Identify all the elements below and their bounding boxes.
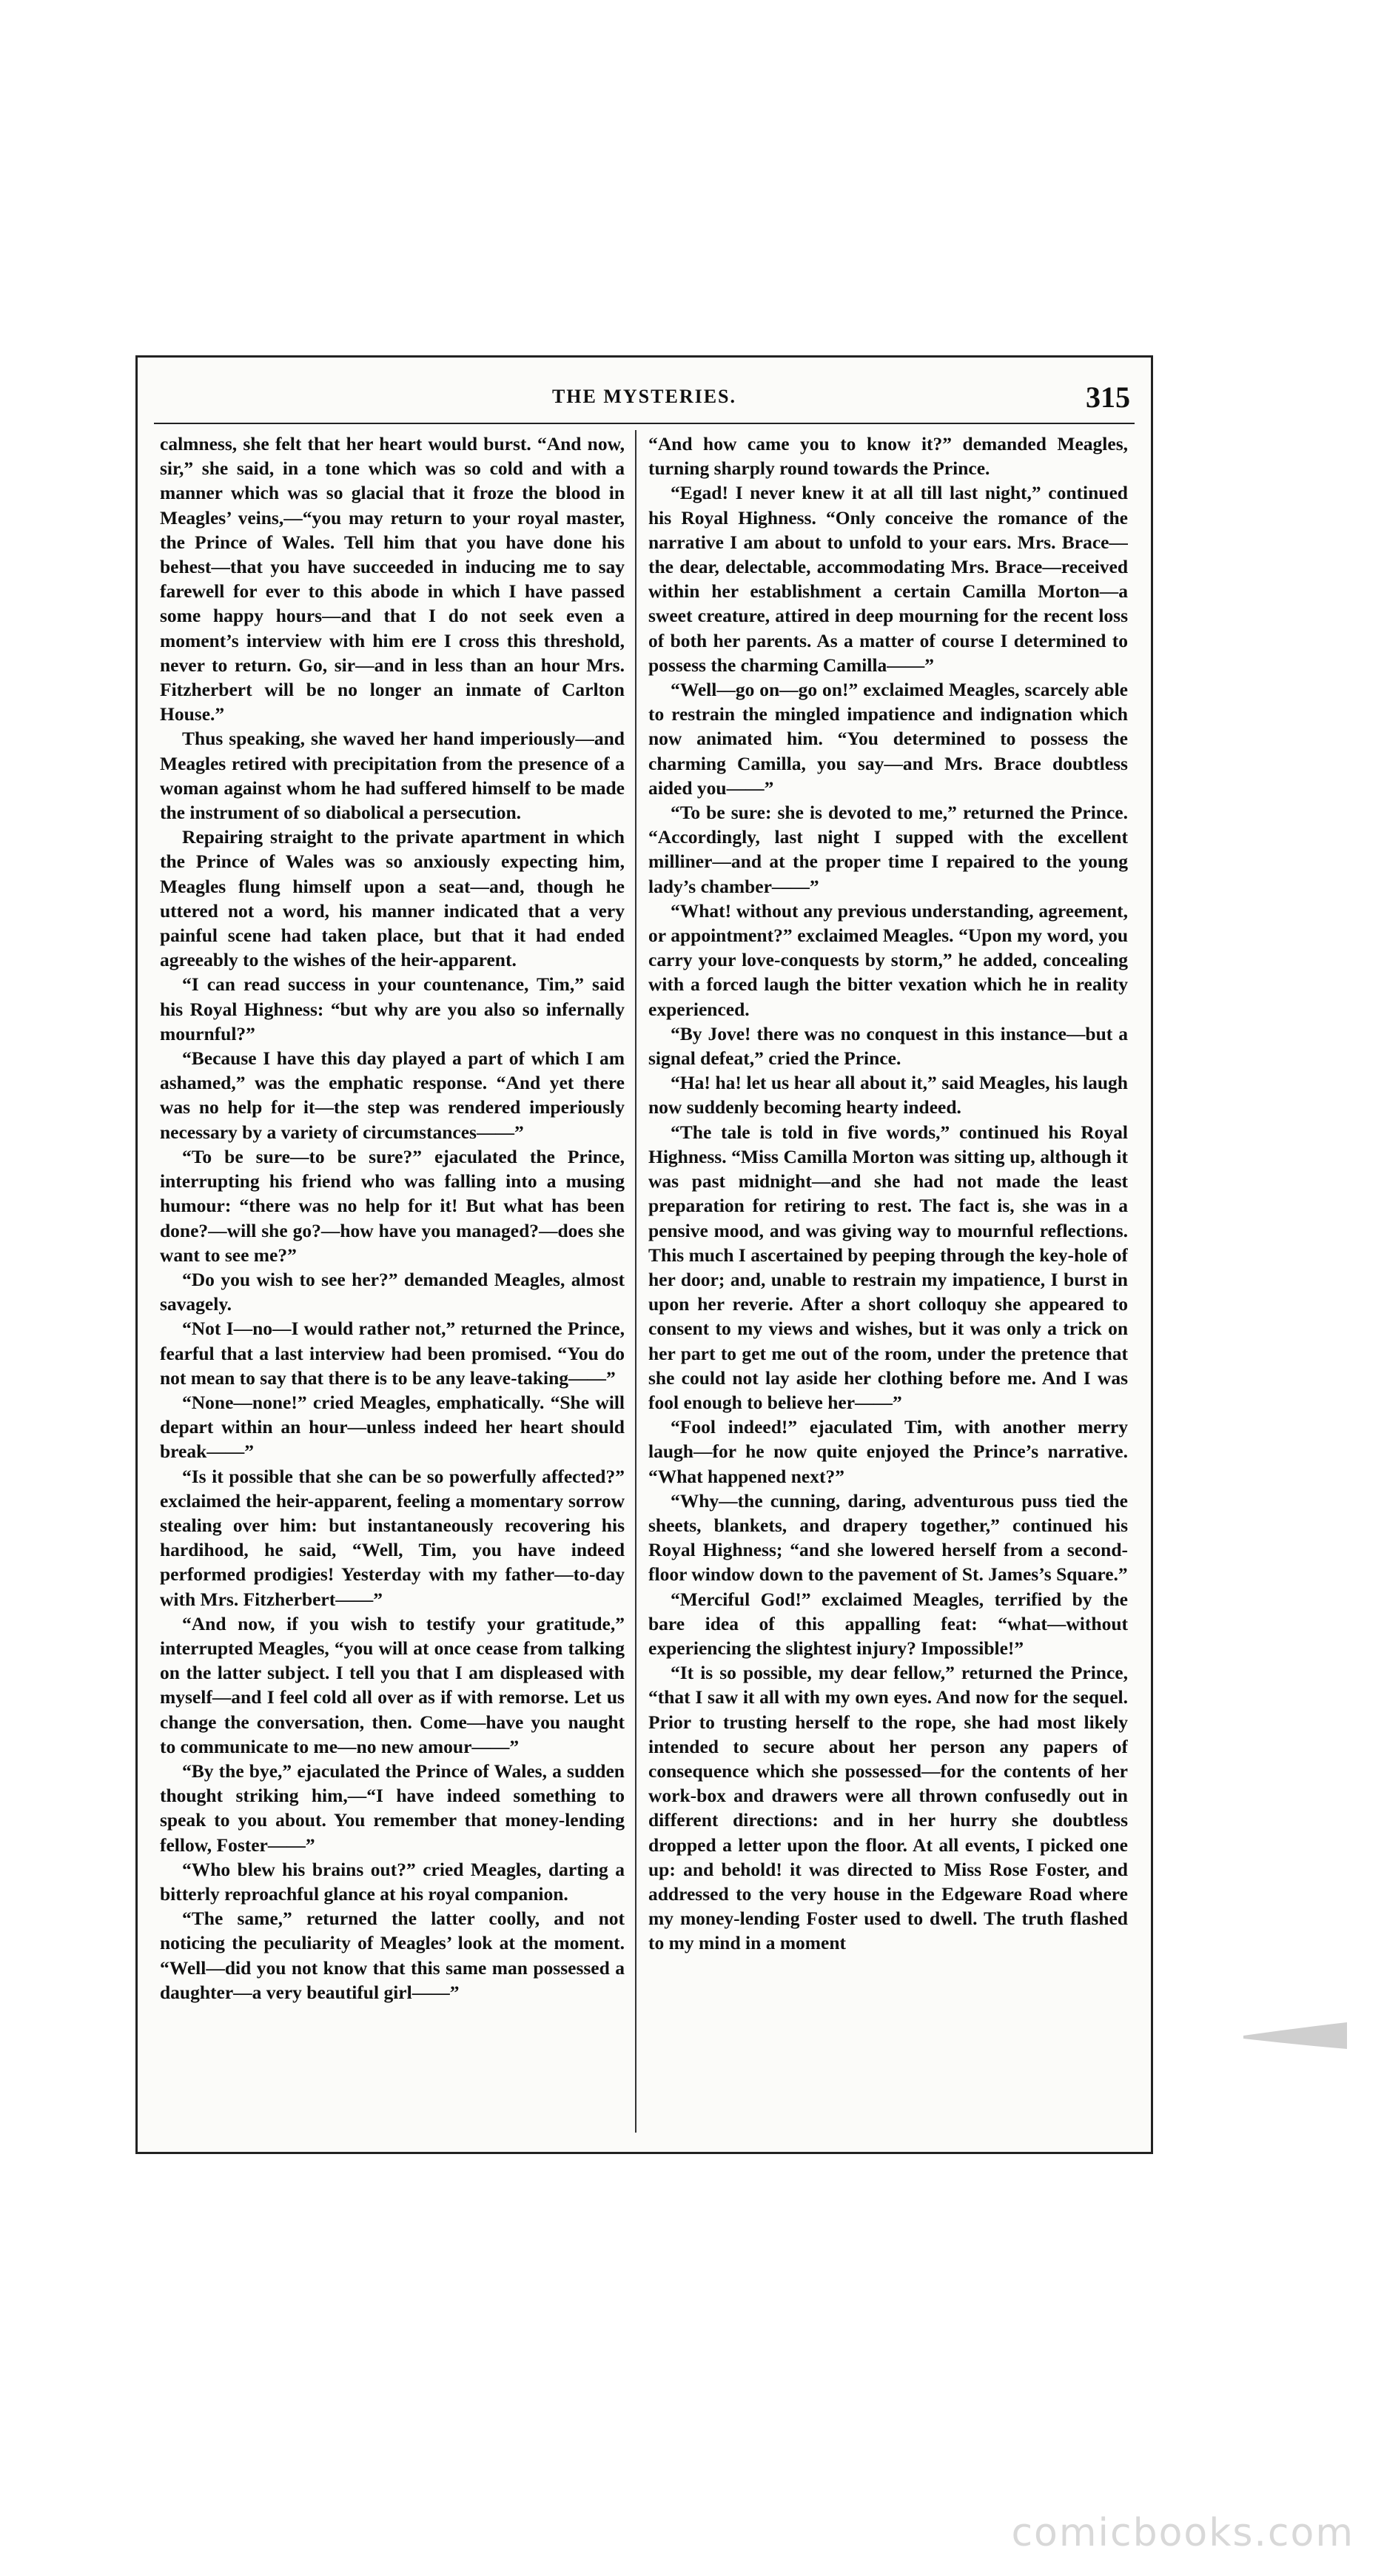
column-divider — [635, 430, 636, 2133]
page-edge-shadow — [1243, 2021, 1347, 2050]
running-title: THE MYSTERIES. — [551, 386, 737, 407]
book-page — [135, 355, 1153, 2154]
paragraph: “What! without any previous understanding, agreement, or appointment?” exclaimed Meagles. “Upon my word, you carry your love-conquests by storm,” he added, concealing with a forced laugh the bitter vexation which he in reality experienced. — [648, 899, 1128, 1020]
paragraph: “And how came you to know it?” demanded Meagles, turning sharply round towards the Prince. — [648, 433, 1128, 480]
paragraph: “Merciful God!” exclaimed Meagles, terrified by the bare idea of this appalling feat: “what—without experiencing the slightest injury? Impossible!” — [648, 1588, 1128, 1659]
paragraph: “By Jove! there was no conquest in this instance—but a signal defeat,” cried the Prince. — [648, 1022, 1128, 1070]
paragraph: “It is so possible, my dear fellow,” returned the Prince, “that I saw it all with my own eyes. And now for the sequel. Prior to trusting herself to the rope, she had most likely intended to secure about her person any papers of consequence which she possessed—for the contents of her work-box and drawers were all thrown confusedly out in different directions: and in her hurry she doubtless dropped a letter upon the floor. At all events, I picked one up: and behold! it was directed to Miss Rose Foster, and addressed to the very house in the Edgeware Road where my money-lending Foster used to dwell. The truth flashed to my mind in a moment — [648, 1662, 1128, 1954]
left-column — [160, 432, 625, 2130]
paragraph: “Is it possible that she can be so powerfully affected?” exclaimed the heir-apparent, feeling a momentary sorrow stealing over him: but instantaneously recovering his hardihood, he said, “Well, Tim, you have indeed performed prodigies! Yesterday with my father—to-day with Mrs. Fitzherbert——” — [160, 1465, 625, 1610]
running-head — [138, 380, 1151, 417]
paragraph: Repairing straight to the private apartment in which the Prince of Wales was so anxiously expecting him, Meagles flung himself upon a seat—and, though he uttered not a word, his manner indicated that a very painful scene had taken place, but that it had ended agreeably to the wishes of the heir-apparent. — [160, 826, 625, 971]
paragraph: “By the bye,” ejaculated the Prince of Wales, a sudden thought striking him,—“I have indeed something to speak to you about. You remember that money-lending fellow, Foster——” — [160, 1760, 625, 1856]
paragraph: “Ha! ha! let us hear all about it,” said Meagles, his laugh now suddenly becoming hearty indeed. — [648, 1072, 1128, 1118]
paragraph: Thus speaking, she waved her hand imperiously—and Meagles retired with precipitation from the presence of a woman against whom he had suffered himself to be made the instrument of so diabolical a persecution. — [160, 728, 625, 824]
paragraph: “And now, if you wish to testify your gratitude,” interrupted Meagles, “you will at once cease from talking on the latter subject. I tell you that I am displeased with myself—and I feel cold all over as if with remorse. Let us change the conversation, then. Come—have you naught to communicate to me—no new amour——” — [160, 1612, 625, 1757]
paragraph: “Why—the cunning, daring, adventurous puss tied the sheets, blankets, and drapery together,” continued his Royal Highness; “and she lowered herself from a second-floor window down to the pavement of St. James’s Square.” — [648, 1489, 1128, 1586]
paragraph: “The tale is told in five words,” continued his Royal Highness. “Miss Camilla Morton was sitting up, although it was past midnight—and she had not made the least preparation for retiring to rest. The fact is, she was in a pensive mood, and was giving way to mournful reflections. This much I ascertained by peeping through the key-hole of her door; and, unable to restrain my impatience, I burst in upon her reverie. After a short colloquy she appeared to consent to my views and wishes, but it was only a trick on her part to get me out of the room, under the pretence that she could not lay aside her clothing before me. And I was fool enough to believe her——” — [648, 1121, 1128, 1413]
paragraph: “I can read success in your countenance, Tim,” said his Royal Highness: “but why are you also so infernally mournful?” — [160, 973, 625, 1044]
paragraph: “Do you wish to see her?” demanded Meagles, almost savagely. — [160, 1268, 625, 1315]
paragraph: “Because I have this day played a part of which I am ashamed,” was the emphatic response. “And yet there was no help for it—the step was rendered imperiously necessary by a variety of circumstances——” — [160, 1047, 625, 1143]
paragraph: “To be sure—to be sure?” ejaculated the Prince, interrupting his friend who was falling into a musing humour: “there was no help for it! But what has been done?—will she go?—how have you managed?—does she want to see me?” — [160, 1145, 625, 1266]
paragraph: “Well—go on—go on!” exclaimed Meagles, scarcely able to restrain the mingled impatience and indignation which now animated him. “You determined to possess the charming Camilla, you say—and Mrs. Brace doubtless aided you——” — [648, 679, 1128, 799]
page-number: 315 — [1086, 380, 1130, 414]
paragraph: “Egad! I never knew it at all till last night,” continued his Royal Highness. “Only conceive the romance of the narrative I am about to unfold to your ears. Mrs. Brace—the dear, delectable, accommodating Mrs. Brace—received within her establishment a certain Camilla Morton—a sweet creature, attired in deep mourning for the recent loss of both her parents. As a matter of course I determined to possess the charming Camilla——” — [648, 482, 1128, 676]
paragraph: “Who blew his brains out?” cried Meagles, darting a bitterly reproachful glance at his royal companion. — [160, 1858, 625, 1905]
paragraph: calmness, she felt that her heart would burst. “And now, sir,” she said, in a tone which was so cold and with a manner which was so glacial that it froze the blood in Meagles’ veins,—“you may return to your royal master, the Prince of Wales. Tell him that you have done his behest—that you have succeeded in inducing me to say farewell for ever to this abode in which I have passed some happy hours—and that I do not seek even a moment’s interview with him ere I cross this threshold, never to return. Go, sir—and in less than an hour Mrs. Fitzherbert will be no longer an inmate of Carlton House.” — [160, 433, 625, 725]
paragraph: “Fool indeed!” ejaculated Tim, with another merry laugh—for he now quite enjoyed the Prince’s narrative. “What happened next?” — [648, 1416, 1128, 1487]
paragraph: “The same,” returned the latter coolly, and not noticing the peculiarity of Meagles’ look at the moment. “Well—did you not know that this same man possessed a daughter—a very beautiful girl——” — [160, 1908, 625, 2003]
right-column — [648, 432, 1128, 2130]
watermark: comicbooks.com — [1011, 2511, 1354, 2555]
paragraph: “To be sure: she is devoted to me,” returned the Prince. “Accordingly, last night I supped with the excellent milliner—and at the proper time I repaired to the young lady’s chamber——” — [648, 802, 1128, 897]
paragraph: “None—none!” cried Meagles, emphatically. “She will depart within an hour—unless indeed her heart should break——” — [160, 1391, 625, 1463]
header-rule — [154, 423, 1135, 424]
paragraph: “Not I—no—I would rather not,” returned the Prince, fearful that a last interview had been promised. “You do not mean to say that there is to be any leave-taking——” — [160, 1318, 625, 1389]
